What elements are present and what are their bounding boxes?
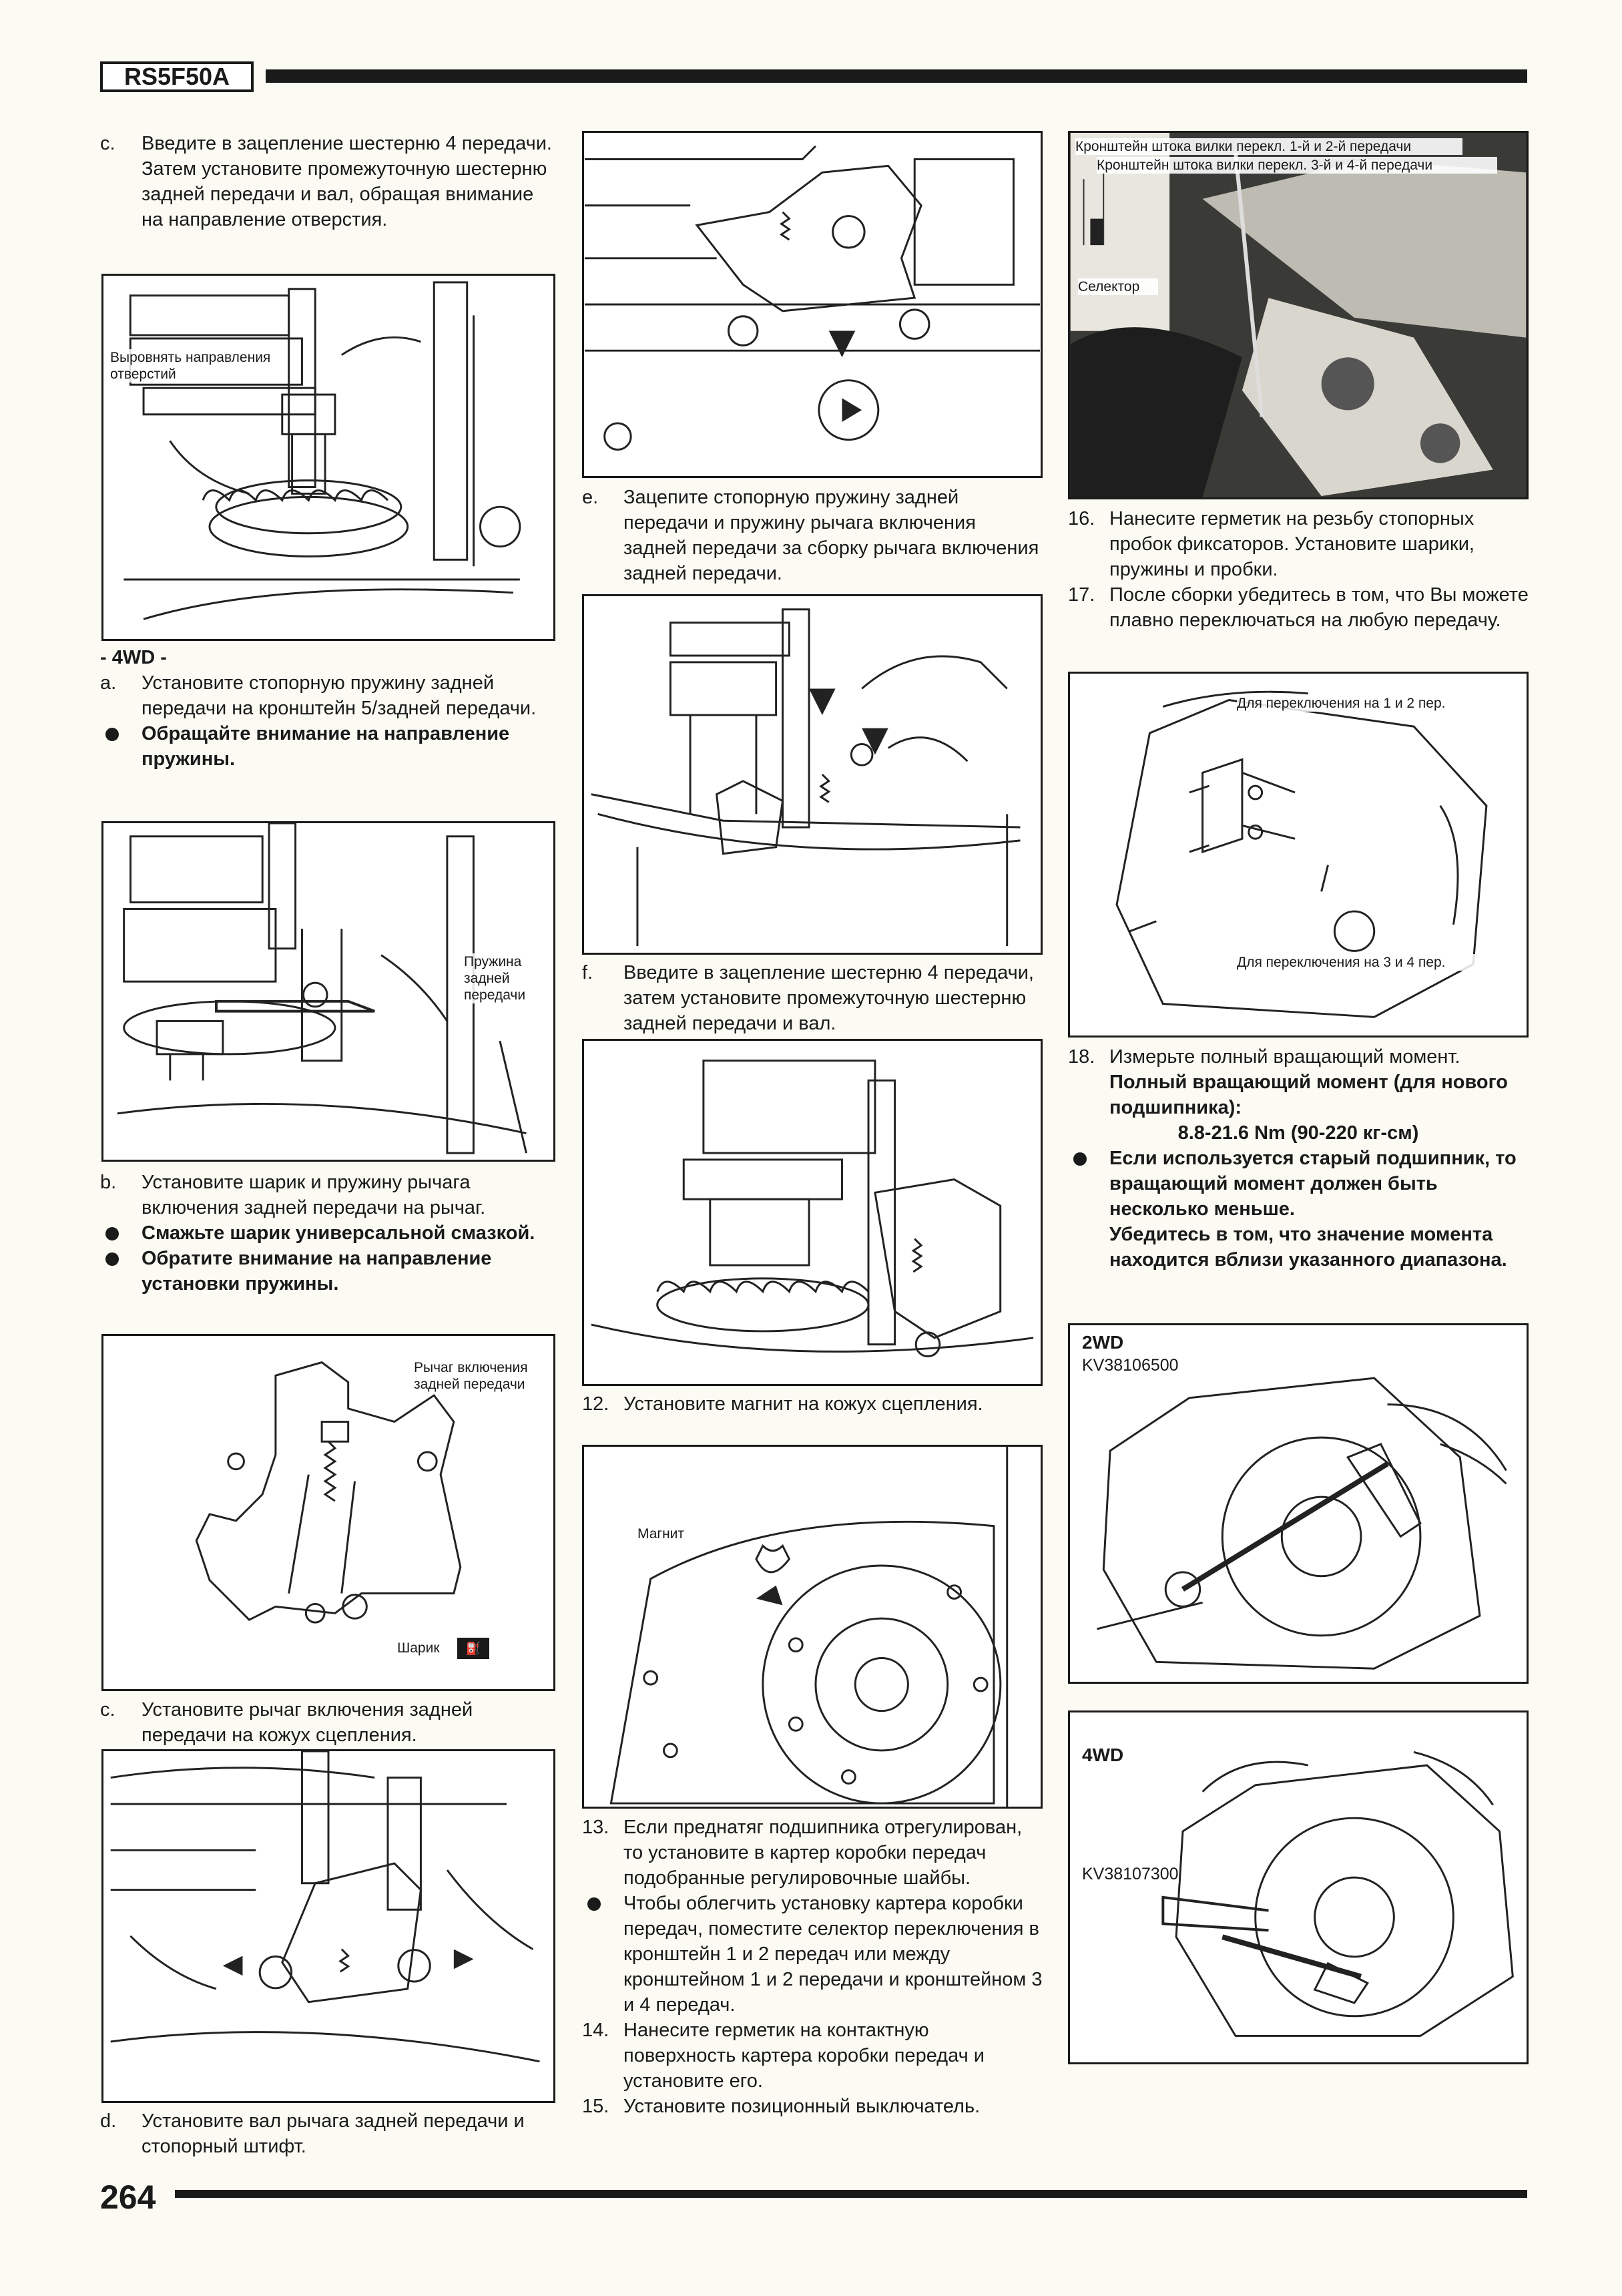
note-text: Чтобы облегчить установку картера коробки передач, поместите селектор переключения в кронштейн 1 и 2 передач или между кронштейном 1 и 2 передачи и кронштейном 3 и 4 передач. [623,1893,1043,2016]
step-c1 [100,131,556,232]
photo-label-3-4: Кронштейн штока вилки перекл. 3-й и 4-й передачи [1097,157,1497,174]
reverse-assembly-drawing [584,133,1041,476]
steps-13-15 [582,1815,1043,2119]
step-marker: f. [582,962,593,983]
bullet-icon [105,728,119,741]
figure-magnet [582,1445,1043,1809]
figure-reverse-assembly [582,131,1043,478]
check-plugs-drawing [1070,674,1527,1036]
page-number: 264 [100,2178,156,2216]
step-marker: c. [100,1699,115,1720]
figure-check-plugs [1068,672,1529,1038]
note-text: Обращайте внимание на направление пружины. [142,723,510,770]
step-text: Введите в зацепление шестерню 4 передачи. Затем установите промежуточную шестерню задней передачи и вал, обращая внимание на направление отверстия. [142,133,552,230]
figure-hook-springs [582,594,1043,955]
section-4wd-title: - 4WD - [100,647,167,668]
reverse-lever-label: Рычаг включения задней передачи [414,1359,541,1393]
step-text: Измерьте полный вращающий момент. [1109,1046,1460,1068]
figure-reverse-spring [101,821,555,1162]
plugs-label-3-4: Для переключения на 3 и 4 пер. [1237,954,1491,971]
step-marker: e. [582,487,599,508]
note-text: Обратите внимание на направление установки пружины. [142,1248,492,1295]
bullet-icon [1073,1152,1087,1166]
step-text: Установите магнит на кожух сцепления. [623,1393,983,1415]
step-12 [582,1391,1043,1417]
torque-value: 8.8-21.6 Nm (90-220 кг-см) [1177,1122,1419,1144]
torque-2wd-drawing [1070,1325,1527,1682]
step-text: Нанесите герметик на резьбу стопорных пробок фиксаторов. Установите шарики, пружины и пробки. [1109,508,1474,580]
step-text: Если преднатяг подшипника отрегулирован, то установите в картер коробки передач подобранные регулировочные шайбы. [623,1817,1023,1889]
step-e [582,485,1043,586]
bullet-icon [587,1897,601,1911]
step-18 [1068,1044,1529,1273]
step-marker: 12. [582,1393,609,1415]
selector-photo [1070,133,1527,497]
step-marker: 18. [1068,1046,1095,1068]
step-text: Нанесите герметик на контактную поверхность картера коробки передач и установите его. [623,2020,985,2092]
fourth-gear-drawing [584,1041,1041,1384]
magnet-label: Магнит [637,1526,704,1542]
photo-label-selector: Селектор [1078,278,1158,295]
align-holes-label: Выровнять направления отверстий [110,349,284,383]
step-marker: a. [100,672,117,694]
steps-16-17 [1068,506,1529,633]
bullet-icon [105,1227,119,1240]
figure-reverse-lever [101,1334,555,1691]
step-text: Установите стопорную пружину задней передачи на кронштейн 5/задней передачи. [142,672,537,719]
step-text: Установите вал рычага задней передачи и стопорный штифт. [142,2110,525,2157]
step-marker: 15. [582,2096,609,2117]
grease-icon: ⛽ [457,1638,489,1659]
hook-springs-drawing [584,596,1041,953]
photo-selector [1068,131,1529,499]
figure-torque-2wd [1068,1323,1529,1684]
figure-torque-4wd [1068,1710,1529,2064]
torque-4wd-drawing [1070,1712,1527,2062]
note-text: Если используется старый подшипник, то вращающий момент должен быть несколько меньше. [1109,1148,1517,1220]
header-rule [266,69,1527,83]
torque-title: Полный вращающий момент (для нового подшипника): [1109,1072,1509,1118]
figure-4th-gear [582,1039,1043,1386]
torque-2wd-title: 2WD [1082,1332,1124,1353]
step-d [100,2108,556,2159]
step-text: После сборки убедитесь в том, что Вы можете плавно переключаться на любую передачу. [1109,584,1529,631]
step-marker: 14. [582,2020,609,2041]
step-marker: 16. [1068,508,1095,529]
lever-housing-drawing [103,1751,553,2101]
step-text: Установите позиционный выключатель. [623,2096,981,2117]
step-b [100,1170,556,1297]
step-c2 [100,1697,556,1748]
bullet-icon [105,1252,119,1266]
gear-assembly-drawing [103,276,553,639]
step-marker: d. [100,2110,117,2132]
reverse-spring-label: Пружина задней передачи [464,953,544,1003]
torque-2wd-tool: KV38106500 [1082,1356,1179,1375]
ball-label: Шарик [397,1640,457,1656]
figure-lever-on-housing [101,1749,555,2103]
note-text: Смажьте шарик универсальной смазкой. [142,1222,535,1244]
model-header-box: RS5F50A [100,61,254,92]
torque-4wd-title: 4WD [1082,1745,1124,1765]
figure-align-holes [101,274,555,641]
note-text-2: Убедитесь в том, что значение момента находится вблизи указанного диапазона. [1109,1224,1507,1271]
torque-4wd-tool: KV38107300 [1082,1865,1179,1883]
step-text: Зацепите стопорную пружину задней передачи и пружину рычага включения задней передачи за сборку рычага включения задней передачи. [623,487,1039,584]
step-text: Установите шарик и пружину рычага включения задней передачи на рычаг. [142,1172,486,1218]
step-marker: c. [100,133,115,154]
magnet-housing-drawing [584,1447,1041,1807]
step-text: Установите рычаг включения задней передачи на кожух сцепления. [142,1699,473,1746]
step-marker: 13. [582,1817,609,1838]
photo-label-1-2: Кронштейн штока вилки перекл. 1-й и 2-й передачи [1075,138,1462,155]
step-f [582,960,1043,1036]
footer-rule [175,2190,1527,2198]
step-marker: b. [100,1172,117,1193]
plugs-label-1-2: Для переключения на 1 и 2 пер. [1237,695,1491,712]
section-4wd [100,645,556,772]
step-text: Введите в зацепление шестерню 4 передачи, затем установите промежуточную шестерню задней передачи и вал. [623,962,1034,1034]
step-marker: 17. [1068,584,1095,606]
